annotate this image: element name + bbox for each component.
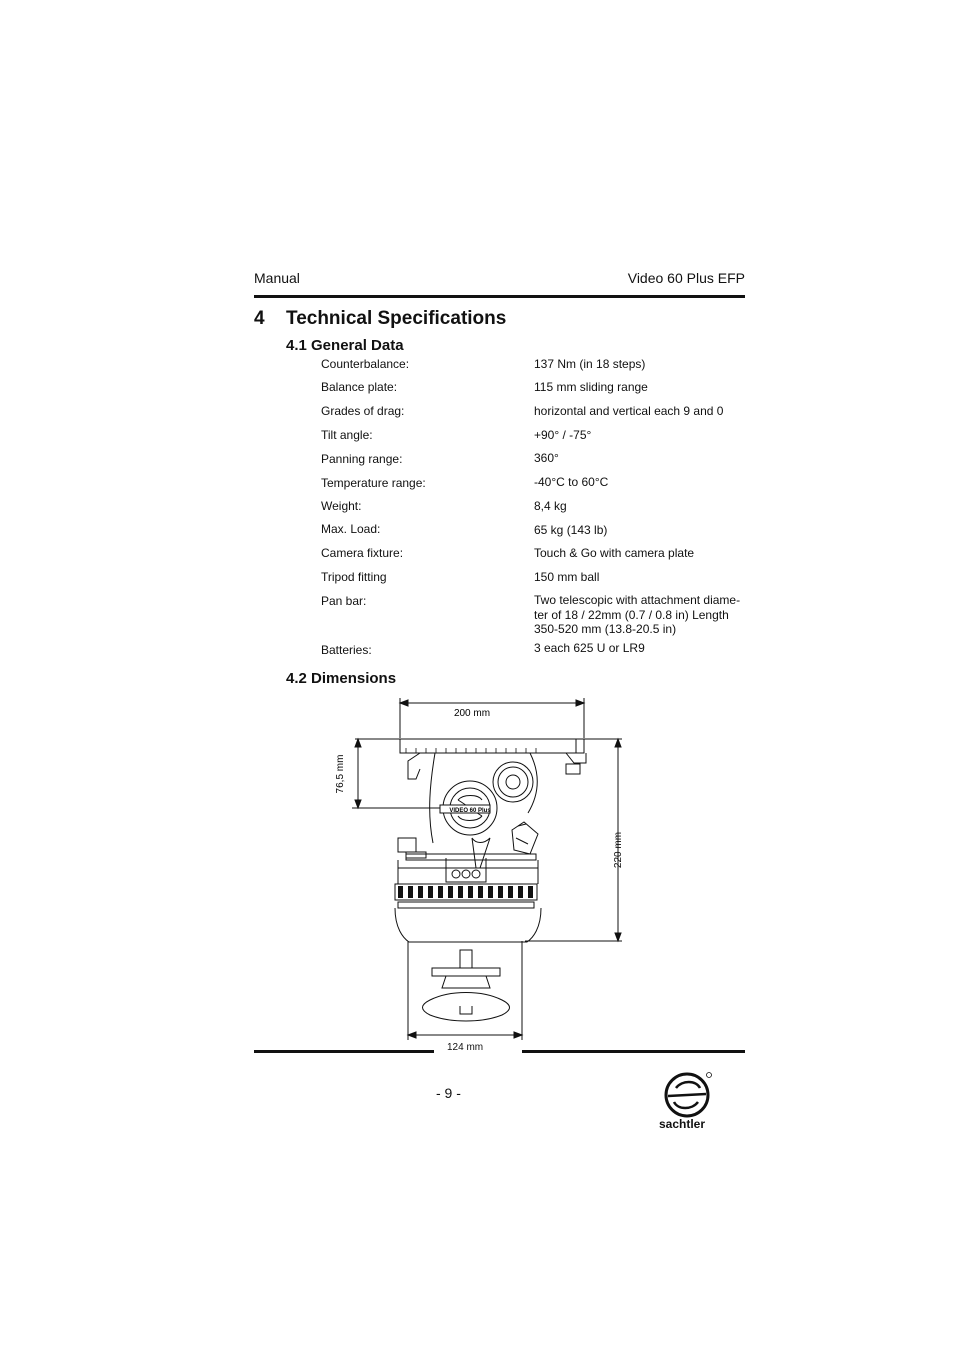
spec-label: Camera fixture: xyxy=(321,546,404,560)
spec-label: Grades of drag: xyxy=(321,404,405,418)
footer-rule-right xyxy=(522,1050,745,1053)
spec-label: Balance plate: xyxy=(321,380,398,394)
spec-value: +90° / -75° xyxy=(534,428,592,442)
spec-value: horizontal and vertical each 9 and 0 xyxy=(534,404,724,418)
spec-value: -40°C to 60°C xyxy=(534,475,609,489)
spec-value: 8,4 kg xyxy=(534,499,567,513)
spec-label: Pan bar: xyxy=(321,594,367,608)
header-product: Video 60 Plus EFP xyxy=(627,270,745,286)
head-model-label: VIDEO 60 Plus xyxy=(449,808,491,814)
section-number: 4 xyxy=(254,308,265,329)
footer-rule-left xyxy=(254,1050,434,1053)
sachtler-logo-icon xyxy=(662,1070,714,1118)
dim-76-label: 76,5 mm xyxy=(335,754,346,794)
header-manual: Manual xyxy=(254,270,300,286)
spec-label: Temperature range: xyxy=(321,476,426,490)
spec-label: Tripod fitting xyxy=(321,570,387,584)
spec-value: Touch & Go with camera plate xyxy=(534,546,695,560)
spec-label: Panning range: xyxy=(321,452,403,466)
dimension-drawing xyxy=(335,690,640,1060)
section-title-text: Technical Specifications xyxy=(286,308,507,329)
spec-value: 150 mm ball xyxy=(534,570,600,584)
dim-200-label: 200 mm xyxy=(453,708,491,719)
spec-label: Counterbalance: xyxy=(321,357,410,371)
spec-value: 65 kg (143 lb) xyxy=(534,523,608,537)
spec-label: Batteries: xyxy=(321,643,372,657)
spec-value: 137 Nm (in 18 steps) xyxy=(534,357,646,371)
spec-label: Max. Load: xyxy=(321,522,381,536)
spec-value: 3 each 625 U or LR9 xyxy=(534,641,645,655)
subsection-dimensions: 4.2 Dimensions xyxy=(286,670,397,687)
spec-label: Weight: xyxy=(321,499,362,513)
spec-value: 115 mm sliding range xyxy=(534,380,648,394)
dim-220-label: 220 mm xyxy=(613,831,624,869)
spec-value: 360° xyxy=(534,451,559,465)
section-title xyxy=(254,308,506,330)
spec-value: Two telescopic with attachment diame-ter of 18 / 22mm (0.7 / 0.8 in) Length 350-520 mm (13.8-20.5 in) xyxy=(534,593,741,636)
subsection-general-data: 4.1 General Data xyxy=(286,337,404,354)
spec-label: Tilt angle: xyxy=(321,428,373,442)
dim-124-label: 124 mm xyxy=(447,1042,484,1053)
header-rule xyxy=(254,295,745,298)
brand-name: sachtler xyxy=(659,1117,706,1131)
page-number: - 9 - xyxy=(436,1085,461,1101)
